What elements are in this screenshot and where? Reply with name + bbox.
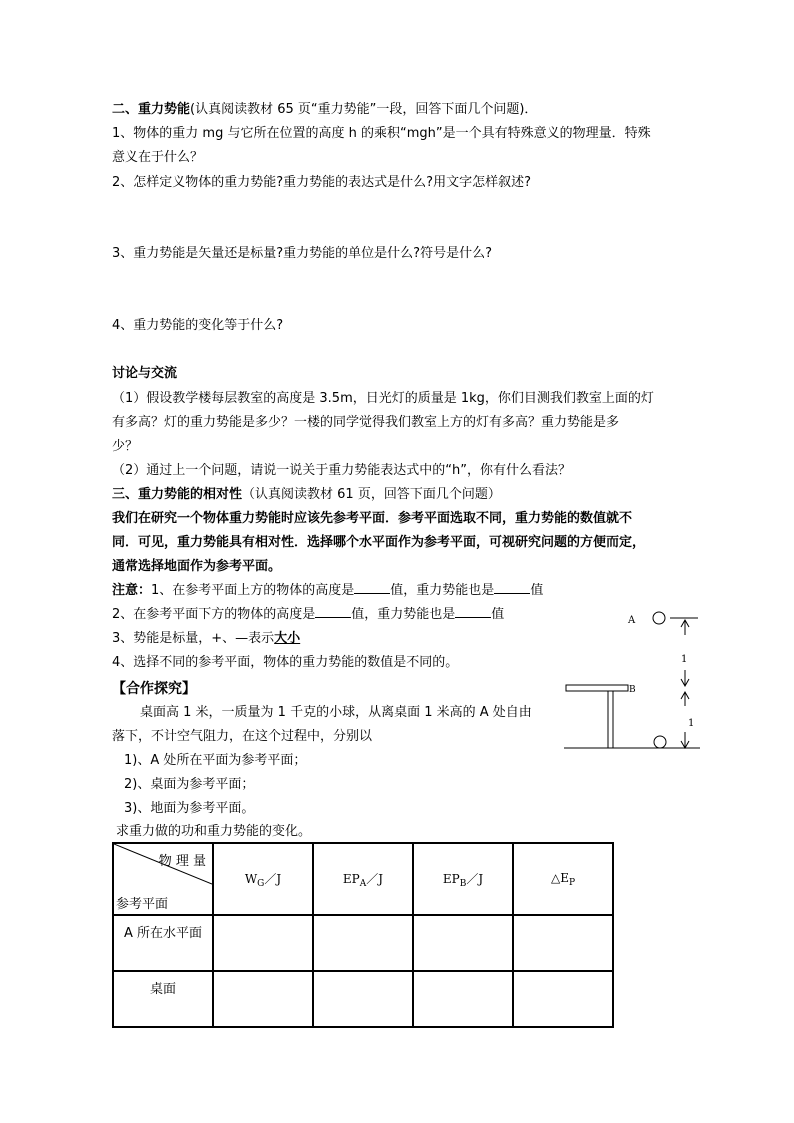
section-3-note: （认真阅读教材 61 页，回答下面几个问题） [242,487,501,502]
header-epb-sub: B [459,878,467,889]
header-epb [413,843,513,915]
q3: 3、重力势能是矢量还是标量?重力势能的单位是什么?符号是什么? [112,246,492,261]
blank[interactable] [455,605,491,618]
relativity-line2: 同．可见，重力势能具有相对性．选择哪个水平面作为参考平面，可视研究问题的方便而定， [112,535,646,550]
q1-line2: 意义在于什么？ [112,150,204,165]
dim2-label: 1 [688,718,695,729]
coop-ask: 求重力做的功和重力势能的变化。 [116,824,312,839]
note-2-text-a: 2、在参考平面下方的物体的高度是 [112,607,316,622]
q4: 4、重力势能的变化等于什么? [112,318,284,333]
note-3 [112,629,300,649]
header-epb-unit: ／J [466,871,484,886]
q1-line1: 1、物体的重力 mg 与它所在位置的高度 h 的乘积“mgh”是一个具有特殊意义的物理量．特殊 [112,126,651,141]
table-ball-diagram [560,600,710,755]
header-epa [313,843,413,915]
table-cell[interactable] [313,915,413,971]
coop-title: 【合作探究】 [112,681,196,697]
ball-ground [654,736,666,748]
relativity-line3: 通常选择地面作为参考平面。 [112,559,282,574]
coop-line1: 桌面高 1 米，一质量为 1 千克的小球，从离桌面 1 米高的 A 处自由 [140,705,532,720]
label-b: B [629,685,636,695]
corner-top-label: 物 理 量 [158,854,206,869]
note-1-text-a: 1、在参考平面上方的物体的高度是 [151,583,355,598]
note-1-text-c: 值 [530,583,544,598]
blank[interactable] [494,581,530,594]
header-wg-unit: ／J [264,871,282,886]
header-epa-unit: ／J [366,871,384,886]
section-2-note: (认真阅读教材 65 页“重力势能”一段，回答下面几个问题)． [190,102,538,117]
coop-option-1: 1)、A 处所在平面为参考平面； [124,753,307,768]
row-label-a-plane: A 所在水平面 [113,915,213,971]
relativity-line1: 我们在研究一个物体重力势能时应该先参考平面．参考平面选取不同，重力势能的数值就不 [112,511,633,526]
table-cell[interactable] [413,915,513,971]
table-header-row [113,843,613,915]
section-2-heading: 二、重力势能 [112,102,191,117]
table-cell[interactable] [313,971,413,1027]
table-top [566,685,628,691]
header-wg [213,843,313,915]
blank[interactable] [354,581,390,594]
energy-table [112,842,614,1028]
coop-option-2: 2)、桌面为参考平面； [124,777,255,792]
header-epb-text: EP [442,871,460,886]
note-1-text-b: 值，重力势能也是 [390,583,495,598]
header-wg-sub: G [257,878,265,889]
header-delta-ep-text: △E [550,870,569,885]
q2: 2、怎样定义物体的重力势能?重力势能的表达式是什么?用文字怎样叙述? [112,175,531,190]
discuss-title: 讨论与交流 [112,366,178,381]
note-1 [112,581,543,601]
header-wg-text: W [244,871,258,886]
discuss-p2: （2）通过上一个问题，请说一说关于重力势能表达式中的“h”，你有什么看法？ [112,463,571,478]
note-2 [112,605,504,625]
coop-option-3: 3)、地面为参考平面。 [124,801,255,816]
table-cell[interactable] [213,971,313,1027]
coop-line2: 落下，不计空气阻力，在这个过程中，分别以 [112,729,373,744]
note-2-text-b: 值，重力势能也是 [351,607,456,622]
discuss-p1-line1: （1）假设教学楼每层教室的高度是 3.5m，日光灯的质量是 1kg，你们目测我们教室上面的灯 [112,391,654,406]
discuss-p1-line2: 有多高？灯的重力势能是多少？一楼的同学觉得我们教室上方的灯有多高？重力势能是多 [112,415,620,430]
ball-a [653,612,665,624]
section-3-heading: 三、重力势能的相对性 [112,487,243,502]
note-label: 注意： [112,583,152,598]
table-cell[interactable] [513,971,613,1027]
table-row [113,915,613,971]
section-3-heading-line [112,485,501,505]
row-label-desk: 桌面 [113,971,213,1027]
note-4: 4、选择不同的参考平面，物体的重力势能的数值是不同的。 [112,655,459,670]
table-cell[interactable] [513,915,613,971]
note-2-text-c: 值 [491,607,505,622]
table-cell[interactable] [413,971,513,1027]
header-delta-ep [513,843,613,915]
corner-bottom-label: 参考平面 [116,897,169,912]
discuss-p1-line3: 少？ [112,439,139,454]
header-epa-sub: A [359,878,367,889]
table-cell[interactable] [213,915,313,971]
dim1-label: 1 [681,654,688,665]
label-a: A [628,615,636,626]
blank[interactable] [315,605,351,618]
corner-cell [113,843,213,915]
note-3-text-a: 3、势能是标量，+、—表示 [112,631,275,646]
table-row [113,971,613,1027]
note-3-emphasis: 大小 [274,631,301,646]
header-delta-ep-sub: P [568,877,576,888]
header-epa-text: EP [342,871,360,886]
section-2-heading-line [112,100,537,120]
